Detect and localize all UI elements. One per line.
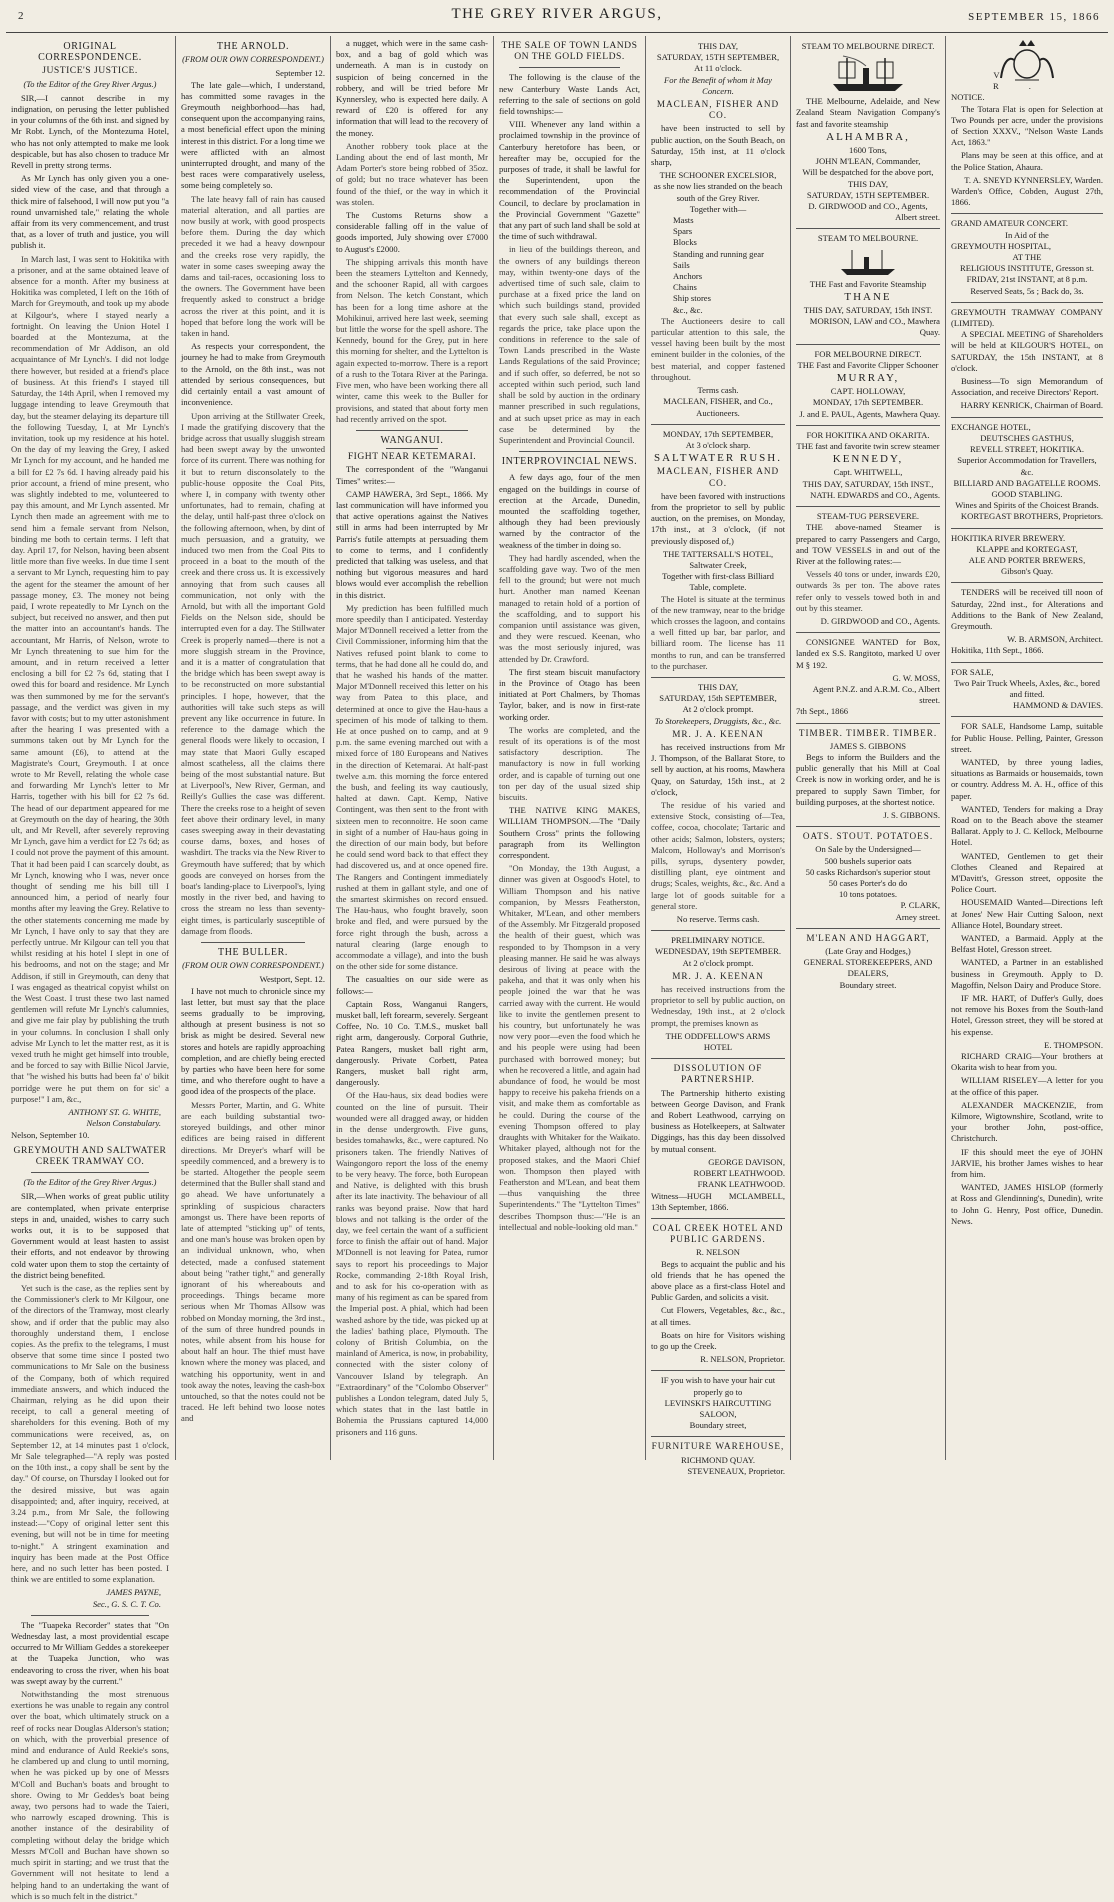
ad-line: SATURDAY, 15th SEPTEMBER, — [659, 693, 777, 704]
article-paragraph: A few days ago, four of the men engaged on the buildings in course of erection at the Arcade, Dunedin, mounted the scaffolding together, although they had been previously warned by the contractor of the weakness of the timber in doing so. — [499, 472, 640, 550]
article-paragraph: I have not much to chronicle since my last letter, but must say that the place seems gradually to be improving, although at present business is not so brisk as might be desired. Several new stores and hotels are rapidly approaching completion, and are chiefly being erected by parties who have been here for some time, and who therefore ought to have a good idea of the prospects of the place. — [181, 985, 325, 1097]
ad-body: THE fast and favorite twin screw steamer — [796, 441, 940, 452]
ad-line: At 2 o'clock prompt. — [682, 704, 754, 715]
list-item: Spars — [673, 226, 693, 237]
article-paragraph: SIR,—I cannot describe in my indignation, on perusing the letter published in your columns of the 6th inst. and signed by Mr Robt. Lynch, of the Montezuma Hotel, who has not only attempted to make me look despicable, but has also chosen to traduce Mr Revell in pretty strong terms. — [11, 92, 169, 171]
column-shipping — [791, 38, 945, 1460]
divider — [951, 213, 1103, 214]
divider — [31, 1615, 149, 1616]
divider — [951, 716, 1103, 717]
ad-body: The Totara Flat is open for Selection at Two Pounds per acre, under the provisions of Section XXXV., "Nelson Waste Lands Act, 1863." — [951, 103, 1103, 148]
ad-line: THIS DAY, SATURDAY, 15th INST., — [802, 478, 934, 489]
ad-body: THE Melbourne, Adelaide, and New Zealand Steam Navigation Company's fast and favorite steamship — [796, 96, 940, 129]
classified-ad: WANTED, JAMES HISLOP (formerly at Ross and Glendinning's, Dunedin), write to John G. Henry, Post office, Dunedin. News. — [951, 1182, 1103, 1226]
timber-ad — [796, 728, 940, 822]
ad-body: Cut Flowers, Vegetables, &c., &c., at all times. — [651, 1305, 785, 1327]
ad-business: LEVINSKI'S HAIRCUTTING SALOON, — [664, 1397, 772, 1419]
ad-line: GREYMOUTH HOSPITAL, — [951, 240, 1052, 251]
ad-line: Will be despatched for the above port, — [802, 167, 934, 178]
ad-title: STEAM TO MELBOURNE. — [817, 233, 919, 244]
ad-witness: Witness—HUGH MCLAMBELL, 13th September, 1866. — [651, 1190, 785, 1212]
coal-creek-hotel-ad — [651, 1223, 785, 1365]
ad-title: PRELIMINARY NOTICE. — [671, 935, 765, 946]
list-item: &c., &c. — [673, 304, 703, 315]
classified-ad: FOR SALE, Handsome Lamp, suitable for Public House. Pelling, Painter, Gresson street. — [951, 721, 1103, 754]
ad-line: In Aid of the — [1005, 229, 1049, 240]
newspaper-title: THE GREY RIVER ARGUS, — [451, 6, 663, 22]
ad-signature: ROBERT LEATHWOOD. — [693, 1168, 785, 1179]
list-item: 50 casks Richardson's superior stout — [805, 866, 931, 877]
signature-date: Nelson, September 10. — [11, 1129, 90, 1140]
ad-signature: KORTEGAST BROTHERS, Proprietors. — [960, 511, 1103, 522]
murray-ad — [796, 349, 940, 420]
ad-agent: D. GIRDWOOD and CO., Agents. — [820, 615, 940, 626]
divider — [796, 228, 940, 229]
ad-auctioneer: MR. J. A. KEENAN — [672, 728, 764, 739]
article-paragraph: The late gale—which, I understand, has committed some ravages in the Greymouth neighborhood—has had, consequent upon the accompanying rains, a most beneficial effect upon the mining interest in this district. For a long time we were afflicted with an almost uninterrupted drought, and many of the best races were comparatively useless, some being completely so. — [181, 79, 325, 191]
classified-ad: IF MR. HART, of Duffer's Gully, does not remove his Boxes from the South-land Hotel, Gresson street, they will be stored at his expense. — [951, 993, 1103, 1037]
ad-date: 7th Sept., 1866 — [796, 706, 849, 717]
divider — [951, 582, 1103, 583]
article-paragraph: As respects your correspondent, the journey he had to make from Greymouth to the Arnold, on the 8th inst., was not attended by serious consequences, but did certainly entail a vast amount of inconvenience. — [181, 341, 325, 408]
article-paragraph: The casualties on our side were as follows:— — [336, 974, 488, 996]
ad-date: Warden's Office, Cobden, August 27th, 1866. — [951, 186, 1103, 208]
list-item: Anchors — [673, 271, 703, 282]
signature-name: ANTHONY ST. G. WHITE, — [68, 1107, 161, 1118]
ad-body: THE Fast and Favorite Clipper Schooner — [797, 359, 939, 370]
crest-letters: V. R. — [993, 70, 1061, 92]
divider — [796, 632, 940, 633]
ad-line: (Late Gray and Hodges,) — [825, 946, 911, 956]
ad-line: KLAPPE and KORTEGAST, — [976, 543, 1078, 554]
ad-line: RELIGIOUS INSTITUTE, Gresson st. — [960, 263, 1094, 274]
divider — [651, 424, 785, 425]
divider — [356, 430, 468, 431]
ad-line: For the Benefit of whom it May Concern. — [664, 74, 772, 96]
ad-signature: E. THOMPSON. — [1044, 1039, 1103, 1050]
article-date: Westport, Sept. 12. — [259, 974, 325, 985]
ad-line: Superior Accommodation for Travellers, &c. — [957, 455, 1097, 477]
list-item: 500 bushels superior oats — [824, 855, 912, 866]
classified-ad: ALEXANDER MACKENZIE, from Kilmore, Wigtownshire, Scotland, write to your brother John, post-office, Christchurch. — [951, 1099, 1103, 1144]
ad-signature: J. S. GIBBONS. — [883, 809, 940, 820]
article-paragraph: THE NATIVE KING MAKES, WILLIAM THOMPSON.—The "Daily Southern Cross" prints the following paragraph from its Wellington correspondent. — [499, 805, 640, 861]
classified-ad: IF this should meet the eye of JOHN JARVIE, his brother James wishes to hear from him. — [951, 1146, 1103, 1180]
ad-terms: Terms cash. — [697, 385, 739, 396]
ad-business: GENERAL STOREKEEPERS, AND DEALERS, — [803, 957, 933, 979]
divider — [31, 1172, 149, 1173]
ad-auctioneer: MACLEAN, FISHER AND CO. — [656, 99, 780, 121]
ad-body: Business—To sign Memorandum of Association, and receive Directors' Report. — [951, 376, 1103, 398]
list-item: Sails — [673, 259, 690, 270]
ad-line: To Storekeepers, Druggists, &c., &c. — [654, 715, 782, 726]
article-byline: (FROM OUR OWN CORRESPONDENT.) — [182, 961, 324, 971]
consignee-wanted-ad — [796, 637, 940, 717]
list-item: Standing and running gear — [673, 248, 764, 259]
list-item: 10 tons potatoes. — [838, 889, 897, 900]
divider — [651, 1370, 785, 1371]
ad-title: FOR SALE, — [951, 666, 994, 677]
preliminary-notice-ad: PRELIMINARY NOTICE. WEDNESDAY, 19th SEPTEMBER. At 2 o'clock prompt. MR. J. A. KEENAN has received instructions from the proprietor to sell by public auction, on Wednesday, 19th inst., at 2 o'clock prompt, the premises known as THE ODDFELLOW'S ARMS HOTEL — [651, 935, 785, 1053]
ad-line: JOHN M'LEAN, Commander, — [815, 156, 921, 167]
ad-title: FOR HOKITIKA AND OKARITA. — [806, 429, 930, 440]
ad-line: GOOD STABLING. — [991, 488, 1063, 499]
article-heading: WANGANUI. — [380, 434, 444, 446]
ad-address: Boundary street, — [689, 1420, 747, 1431]
section-heading: ORIGINAL CORRESPONDENCE. — [38, 41, 142, 64]
ad-vessel: MURRAY, — [836, 372, 900, 385]
ad-signature: R. NELSON, Proprietor. — [700, 1354, 785, 1365]
ad-line: AT THE — [1012, 252, 1042, 263]
ad-line: CAPT. HOLLOWAY, — [830, 386, 906, 397]
divider — [519, 67, 620, 68]
ad-line: BILLIARD AND BAGATELLE ROOMS. — [953, 477, 1101, 488]
ad-body: Saltwater Creek, — [689, 559, 747, 570]
article-heading: GREYMOUTH AND SALTWATER CREEK TRAMWAY CO. — [13, 1144, 167, 1167]
article-heading: THE SALE OF TOWN LANDS ON THE GOLD FIELDS. — [501, 40, 638, 63]
article-heading: JUSTICE'S JUSTICE. — [42, 65, 138, 77]
ad-body: THE Fast and Favorite Steamship — [809, 278, 927, 289]
ad-line: Capt. WHITWELL, — [833, 467, 903, 478]
ad-vessel: KENNEDY, — [832, 453, 904, 466]
divider — [651, 1436, 785, 1437]
alhambra-ad — [796, 41, 940, 223]
divider — [651, 677, 785, 678]
classified-ad: WANTED, Tenders for making a Dray Road on to the Beach above the steamer Ballarat. Apply to J. C. Kellock, Melbourne Hotel. — [951, 803, 1103, 848]
classified-ad: WANTED, a Partner in an established business in Greymouth. Apply to D. Magoffin, Nelson Dairy and Produce Store. — [951, 957, 1103, 990]
article-byline: (To the Editor of the Grey River Argus.) — [23, 1178, 157, 1188]
ad-body: Begs to inform the Builders and the public generally that his Mill at Coal Creek is now in working order, and he is prepared to supply Sawn Timber, for building purposes, at the shortest notice. — [796, 751, 940, 807]
article-paragraph: Captain Ross, Wanganui Rangers, musket ball, left forearm, severely. Sergeant Coffee, No. 10 Co. T.M.S., musket ball right arm, dangerously. Corporal Guthrie, Patea Rangers, musket ball right arm, dangerously. Private Corbett, Patea Rangers, musket ball right arm, dangerously. — [336, 998, 488, 1088]
ad-signature: GEORGE DAVISON, — [708, 1156, 785, 1167]
masthead-rule — [6, 32, 1108, 33]
ad-line: FRIDAY, 21st INSTANT, at 8 p.m. — [966, 274, 1088, 285]
ad-address: Gibson's Quay. — [1000, 566, 1054, 577]
divider — [651, 1058, 785, 1059]
ad-line: At 2 o'clock prompt. — [682, 957, 754, 968]
ad-agent: NATH. EDWARDS and CO., Agents. — [810, 489, 940, 500]
ad-signature: T. A. SNEYD KYNNERSLEY, Warden. — [964, 174, 1103, 185]
persevere-ad: STEAM-TUG PERSEVERE. THE above-named Steamer is prepared to carry Passengers and Cargo, and TOW VESSELS in and out of the River at the following rates:— Vessels 40 tons or under, inwards £20, outwards 3s per ton. The above rates refer only to vessels towed both in and out by this steamer. D. GIRDWOOD and CO., Agents. — [796, 511, 940, 626]
ad-line: At 11 o'clock. — [694, 63, 742, 74]
ad-line: Two Pair Truck Wheels, Axles, &c., bored and fitted. — [954, 677, 1100, 699]
ad-title: NOTICE. — [951, 92, 985, 103]
article-date: September 12. — [275, 68, 325, 79]
signature-name: JAMES PAYNE, — [106, 1587, 161, 1598]
divider — [951, 662, 1103, 663]
divider — [796, 723, 940, 724]
ad-terms: No reserve. Terms cash. — [676, 914, 760, 925]
ad-title: STEAM-TUG PERSEVERE. — [816, 511, 920, 522]
ad-proprietor: R. NELSON — [696, 1247, 740, 1258]
article-paragraph: SIR,—When works of great public utility are contemplated, when private enterprise steps in and, unaided, wishes to carry such works out, it is to be supposed that Government would at least hasten to assist their efforts, and not endeavor by throwing cold water upon them to stop the certainty of the district being benefited. — [11, 1191, 169, 1280]
ad-address: Albert street. — [895, 212, 940, 223]
ad-line: THIS DAY, — [847, 178, 889, 189]
kennedy-ad — [796, 430, 940, 501]
article-paragraph: As Mr Lynch has only given you a one-sided view of the case, and that through a thick mire of falsehood, I will now put you "a round unvarnished tale," relating the whole affair from its very commencement, and trust that, as a lover of truth and justice, you will publish it. — [11, 173, 169, 251]
ad-line: THIS DAY, — [697, 681, 739, 692]
column-correspondence: ORIGINAL CORRESPONDENCE. JUSTICE'S JUSTICE. (To the Editor of the Grey River Argus.) SIR,—I cannot describe in my indignation, on perusing the letter published in your columns of the 6th inst. and signed by Mr Robt. Lynch, of the Montezuma Hotel, who has not only attempted to make me look despicable, but has also chosen to traduce Mr Revell in pretty strong terms. As Mr Lynch has only given you a one-sided view of the case, and that through a thick mire of falsehood, I will now put you "a round unvarnished tale," relating the whole affair from its very commencement, and trust that, as a lover of truth and justice, you will publish it. In March last, I was sent to Hokitika with a prisoner, and at the same obtained leave of absence for a month. After my business at Hokitika was completed, I left on the 16th of March for Greymouth, and took up my abode at Kilgour's, where I stayed nearly a fortnight. On leaving the Union Hotel I boarded at the Montezuma, at the recommendation of Mr Addison, an old acquaintance of Mr Lynch's. I did not lodge there however, but resided at a friend's place of business. At this friend's I stayed till Saturday, the 14th April, when I removed my luggage intending to leave Greymouth that day, but the steamer delaying its departure till the following Tuesday, I, at Mr Lynch's invitation, took up my residence at his hotel. On the day of my leaving the Grey, I asked Mr Lynch for my account, and he handed me a bill for £2 7s 6d. I having already paid his prior account, a friend of mine present, who was slightly indebted to me, volunteered to pay this amount, and Mr Lynch assented. Mr Lynch then made an agreement with me to send him a female servant from Nelson, binding me both to certain terms. I left that day. April 17, for Nelson, having been absent little more than five weeks. In due time I sent a servant to Mr Lynch, requesting him to pay the agent for the steamer the amount of her passage money, £3. The money not being paid, I wrote repeatedly to Mr Lynch on the subject, but received no answer, and then put the matter into an accountant's hands. The accountant, Mr Harris, of Nelson, wrote to Mr Lynch threatening to sue him for the amount, and in return received a letter enclosing a bill for £2 7s 6d, stating that I owed this for board and residence. Mr Lynch was then summoned by me for the servant's passage, and the verdict was given in my favor with costs; but to my utter astonishment after the hearing I was presented with a summons taken out by Mr Lynch for the same amount (£6), to attend at the Magistrate's Court, Greymouth. I at once wrote to Mr Revell, relating the whole case and forwarding Mr Lynch's letter to Mr Harris, together with his bill for £2 7s 6d. The head of our department appeared for me at Greymouth on the day of hearing, the 30th ult, and Mr Revell, after severely reproving Mr Lynch, gave him a verdict for £2 7s 6d; as I could not prove the payment of this amount. That it had been paid I can scarcely doubt, as Mr Lynch, knowing who I was, never once thought of sending me his bill till I announced him, a period of nearly four months after my leaving the Grey. Relative to the other statements concerning me made by Mr Lynch, I have only to say that they are perfectly untrue. Mr Kilgour can tell you that whilst residing at his hotel I slept in one of his bedrooms, and not on the stage; and Mr Addison, if still in Greymouth, can deny that I was engaged as theatrical copyist whilst on the West Coast. I trust these two last named gentlemen will refute Mr Lynch's calumnies, and give me fair play by publishing the truth in your columns. In conclusion I shall only advise Mr Lynch to let the matter rest, as it is vexed truth he might get himself into trouble, and be forced to say with Billie Nicol Jarvie, that "he wished his butts had been fa' o' bikit porridge were he put them on for sic' a purpose!" I am, &c., ANTHONY ST. G. WHITE, Nelson Constabulary. Nelson, September 10. GREYMOUTH AND SALTWATER CREEK TRAMWAY CO. (To the Editor of the Grey River Argus.) SIR,—When works of great public utility are contemplated, when private enterprise steps in and, unaided, wishes to carry such works out, it is to be supposed that Government would at least hasten to assist their efforts, and not endeavor by throwing cold water upon them to stop the certainty of the district being benefited. Yet such is the case, as the replies sent by the Commissioner's clerk to Mr Kilgour, one of the directors of the Tramway, most clearly show, and if order that the public may also thoroughly understand them, I enclose copies. As the prefix to the telegrams, I must observe that some time since I posted two communications to Mr Sale on the business of the Company, both of which required immediate answers, and which induced the Chairman, relying as he did upon their receipt, to call a general meeting of shareholders for this evening. Both of my communications were received, as, on September 12, at 14 minutes past 1 o'clock, Mr Sale telegraphed—"A reply was posted on the 10th inst., a copy shall be sent by the day." Of course, on Thursday I looked out for the desired missive, but was again disappointed; and, after inquiry, received, at 3.24 p.m., from Mr Sale, the following instead:—"Copy of original letter sent this evening, but will not be in time for meeting to-night." A stringent examination and inquiry has been made at the Post Office here, and no such letter has been posted. I think we are entitled to some explanation. JAMES PAYNE, Sec., G. S. C. T. Co. The "Tuapeka Recorder" states that "On Wednesday last, a most providential escape occurred to Mr William Geddes a storekeeper at the Tuapeka Junction, who was endeavoring to cross the river, when his boat was swept away by the current." Notwithstanding the most strenuous exertions he was unable to regain any control over the boat, which ultimately struck on a reef of rocks near Douglas Alderson's station; on which, with the proverbial presence of mind and endurance of Auld Reekie's sons, he clambered up and clung to until morning, when he was picked up by one of Messrs M'Coll and Buchan's boats and brought to shore. Owing to Mr Geddes's boat being away, two persons had to wade the Taieri, who narrowly escaped drowning. This is another instance of the desirability of completing without delay the bridge which Messrs M'Coll and Buchan have shown so much spirit in starting; and we trust that the Government will not hesitate to lend a helping hand to an undertaking the want of which is so much felt in the district." — [11, 41, 169, 1901]
ad-body: CONSIGNEE WANTED for Box, landed ex S.S. Rangitoto, marked U over M § 192. — [796, 637, 940, 670]
ad-title: IF you wish to have your hair cut properly go to — [660, 1375, 776, 1397]
divider — [651, 930, 785, 931]
list-item: Chains — [673, 282, 697, 293]
article-heading: THE BULLER. — [218, 947, 288, 959]
ad-line: WEDNESDAY, 19th SEPTEMBER. — [654, 946, 782, 957]
ad-title: GRAND AMATEUR CONCERT. — [951, 218, 1069, 229]
ad-signature: MACLEAN, FISHER, and Co., Auctioneers. — [663, 396, 773, 418]
list-item: Masts — [673, 215, 694, 226]
divider — [519, 451, 620, 452]
ad-auctioneer: MR. J. A. KEENAN — [672, 970, 764, 981]
divider — [386, 448, 438, 449]
ad-agent: MORISON, LAW and CO., Mawhera Quay. — [809, 316, 940, 338]
ad-signature: STEVENEAUX, Proprietor. — [687, 1465, 785, 1476]
divider — [539, 469, 600, 470]
ad-line: DEUTSCHES GASTHUS, — [980, 432, 1074, 443]
ad-body: as she now lies stranded on the beach south of the Grey River. — [653, 181, 783, 203]
ad-title: DISSOLUTION OF PARTNERSHIP. — [673, 1063, 763, 1085]
steamship-icon — [829, 54, 907, 94]
oats-stout-ad — [796, 831, 940, 923]
article-byline: (To the Editor of the Grey River Argus.) — [23, 79, 157, 89]
ad-title: FOR MELBOURNE DIRECT. — [814, 348, 922, 359]
divider — [796, 826, 940, 827]
list-item: 50 cases Porter's do do — [828, 877, 908, 888]
haircutting-saloon-ad — [651, 1375, 785, 1431]
ad-title: TIMBER. TIMBER. TIMBER. — [798, 727, 938, 738]
divider — [796, 928, 940, 929]
article-paragraph: a nugget, which were in the same cash-box, and a bag of gold which was underneath. A man is in custody on suspicion of being concerned in the robbery, and will be tried before Mr Kynnersley, who is expected here daily. A reward of £20 is offered for any information that will lead to the recovery of the money. — [336, 38, 488, 138]
dissolution-partnership-ad — [651, 1063, 785, 1213]
ad-business: JAMES S. GIBBONS — [829, 740, 907, 751]
classified-ad: RICHARD CRAIG—Your brothers at Okarita wish to hear from you. — [951, 1051, 1103, 1073]
issue-date: SEPTEMBER 15, 1866 — [968, 11, 1100, 23]
ad-title: M'LEAN AND HAGGART, — [806, 932, 930, 943]
classified-ad: WANTED, by three young ladies, situations as Barmaids or housemaids, town or country. Address M. A. H., office of this paper. — [951, 756, 1103, 801]
ad-line: THIS DAY, — [697, 41, 739, 51]
divider — [951, 528, 1103, 529]
article-paragraph: The correspondent of the "Wanganui Times" writes:— — [336, 464, 488, 486]
ad-title: STEAM TO MELBOURNE DIRECT. — [801, 41, 935, 51]
ad-signature: W. B. ARMSON, Architect. — [1007, 634, 1103, 645]
column-auctions — [646, 38, 790, 1476]
list-item: Ship stores — [673, 293, 711, 304]
column-town-lands: THE SALE OF TOWN LANDS ON THE GOLD FIELDS. The following is the clause of the new Canterbury Waste Lands Act, referring to the sale of sections on gold field townships:— VIII. Whenever any land within a proclaimed township in the province of Canterbury heretofore has been, or hereafter may be, occupied for the purposes of trade, it shall be lawful for the Superintendent, upon the recommendation of the Provincial Council, to declare by proclamation in the Provincial Government "Gazette" that any part of such land shall be sold at the time of such withdrawal. in lieu of the buildings thereon, and the owners of any buildings thereon may, within twenty-one days of the advertised time of such sale, claim to purchase at a fixed price the land on which such buildings stand, provided that every such sale shall, except as regards the price, take place upon the conditions in reference to the sale of Town Lands prescribed in the Waste Lands Regulations of the said Province; and if such offer, so deferred, be not so accepted within such period, such land shall be sold by auction in the ordinary manner prescribed in such regulations, and at such upset price as may in each case be determined by the Superintendent and Provincial Council. INTERPROVINCIAL NEWS. A few days ago, four of the men engaged on the buildings in course of erection at the Arcade, Dunedin, mounted the scaffolding together, although they had been previously warned by the contractor of the weakness of the timber in doing so. They had hardly ascended, when the scaffolding gave way. Two of the men fell to the ground; but were not much hurt. Another man named Keenan managed to retain hold of a portion of the scaffolding, and to support his companion until assistance was given, and they were rescued. Keenan, who was the most seriously injured, was attended by Dr. Crawford. The first steam biscuit manufactory in the Province of Otago has been initiated at Port Chalmers, by Thomas Taylor, baker, and is now in first-rate working order. The works are completed, and the result of its operations is of the most satisfactory description. The manufactory is now in full working order, and is capable of turning out one ton per day of the usual sized ship biscuits. THE NATIVE KING MAKES, WILLIAM THOMPSON.—The "Daily Southern Cross" prints the following paragraph from its Wellington correspondent. "On Monday, the 13th August, a dinner was given at Osgood's Hotel, to William Thompson and his native companion, by Messrs Featherston, Whitaker, M'Lean, and other members of the Assembly. Mr Fitzgerald proposed the health of their guest, which was responded to by Thompson in a very pleasing manner. He said he was always desirous of living at peace with the pakeha, and that it was only when his people joined the war that he was carried away with the current. He would like to invite the gentlemen present to his country, but unfortunately he was now very poor—even the food which he and his people were using had been purchased with borrowed money; but when he recovered a little, and again had abundance of food, he would be most happy to receive his pakeha friends on a visit, and make them as comfortable as he could. During the course of the evening Thompson offered to play draughts with Whitaker for the Waikato. Whitaker played, although not for the proposed stakes, and the Maori Chief won. Thompson then played with Featherston and M'Lean, and beat them—thus vanquishing the three Superintendents." The "Lyttelton Times" describes Thompson thus:—"He is an intellectual and noble-looking old man." — [499, 40, 640, 1232]
article-paragraph: VIII. Whenever any land within a proclaimed township in the province of Canterbury heretofore has been, or hereafter may be, occupied for the purposes of trade, it shall be lawful for the Superintendent, upon the recommendation of the Provincial Council, to declare by proclamation in the Provincial Government "Gazette" that any part of such land shall be sold at the time of such withdrawal. — [499, 119, 640, 242]
ad-line: SATURDAY, 15TH SEPTEMBER, — [656, 52, 780, 63]
steamship-icon — [838, 247, 898, 277]
ad-agent: J. and E. PAUL, Agents, Mawhera Quay. — [799, 408, 940, 419]
ad-body: TENDERS will be received till noon of Saturday, 22nd inst., for Alterations and Additions to the Bank of New Zealand, Greymouth. — [951, 587, 1103, 631]
signature-title: Nelson Constabulary. — [86, 1118, 161, 1129]
ad-body: have been favored with instructions from the proprietor to sell by public auction, on the premises, on Monday, 17th inst., at 3 o'clock, (if not previously disposed of,) — [651, 490, 785, 546]
masthead — [0, 6, 1114, 32]
ad-vessel: THANE — [844, 290, 892, 303]
ad-body: Begs to acquaint the public and his old friends that he has opened the above place as a first-class Hotel and Public Garden, and solicits a visit. — [651, 1258, 785, 1303]
ad-title: COAL CREEK HOTEL AND PUBLIC GARDENS. — [652, 1222, 784, 1245]
article-subheading: FIGHT NEAR KETEMARAI. — [347, 451, 477, 463]
column-notices — [946, 38, 1108, 1460]
ad-address: REVELL STREET, HOKITIKA. — [969, 444, 1085, 455]
ad-line: On Sale by the Undersigned— — [815, 844, 921, 855]
ad-address: Arney street. — [895, 911, 940, 922]
ad-address: RICHMOND QUAY. — [680, 1454, 755, 1465]
ad-line: SATURDAY, 15TH SEPTEMBER. — [806, 189, 930, 200]
divider — [951, 302, 1103, 303]
ad-body: Together with first-class Billiard Table, complete. — [662, 571, 774, 593]
column-wanganui: a nugget, which were in the same cash-box, and a bag of gold which was underneath. A man is in custody on suspicion of being concerned in the robbery, and will be tried before Mr Kynnersley, who is expected here daily. A reward of £20 is offered for any information that will lead to the recovery of the money. Another robbery took place at the Landing about the end of last month, Mr Adam Porter's store being robbed of 35oz. of gold; but no trace whatever has been found of the thief, or the way in which it was stolen. The Customs Returns show a considerable falling off in the value of goods imported, July showing over £7000 to August's £2000. The shipping arrivals this month have been the steamers Lyttelton and Kennedy, and the schooner Rapid, all with cargoes from Nelson. The ketch Constant, which has been for a long time ashore at the Mohikinui, arrived here last week, seeming but little the worse for the spell ashore. The Kennedy, bound for the Grey, put in here this morning for shelter, and the Lyttelton is again expected to-morrow. There is a report of a rush to the Totara River at the Paringa. Five men, who have been working there all winter, came this week to the Buller for provisions, and stated that about forty men had recently arrived on the spot. WANGANUI. FIGHT NEAR KETEMARAI. The correspondent of the "Wanganui Times" writes:— CAMP HAWERA, 3rd Sept., 1866. My last communication will have informed you that active operations against the Natives still in arms had been interrupted by Mr Parris's futile attempts at persuading them to come to terms, and I confidently predicted that talking was useless, and that nothing but vigorous measures and hard blows would ever accomplish the rebellion in this district. My prediction has been fulfilled much more speedily than I anticipated. Yesterday Major M'Donnell received a letter from the Civil Commissioner, informing him that the Natives refused point blank to come to terms, that he had done all he could do, and that he washed his hands of the matter. Major M'Donnell received this letter on his way from Patea to this place, and determined at once to give the Hau-haus a specimen of his mode of talking to them. He at once pushed on to camp, and at 9 p.m. the same evening marched out with a mixed force of 180 Europeans and Natives in the direction of Ketemarai. At half-past twelve a.m. this morning the force entered the bush, and feeling its way cautiously, halted at dawn. Capt. Kemp, Native Contingent, was then sent to the front with sixteen men to reconnoitre. He soon came in sight of a number of Hau-haus going in the direction of our main body, but before he could send word back to that effect they had discovered us, and at once opened fire. The Rangers and Contingent immediately rushed at them in gallant style, and one of the smartest skirmishes on record ensued. The Hau-haus, who fought bravely, soon broke and fled, and were pursued by the force right through the bush, across a natural clearing (large enough to accommodate a village), and into the bush on the other side for some distance. The casualties on our side were as follows:— Captain Ross, Wanganui Rangers, musket ball, left forearm, severely. Sergeant Coffee, No. 10 Co. T.M.S., musket ball right arm, dangerously. Corporal Guthrie, Patea Rangers, musket ball right arm, dangerously. Private Corbett, Patea Rangers, musket ball right arm, dangerously. Of the Hau-haus, six dead bodies were counted on the line of pursuit. Their wounded were all dragged away, or hidden in the dense undergrowth. Five guns, besides tomahawks, &c., were captured. No prisoners taken. The friendly Natives of Waingongoro report the loss of the enemy to be very heavy. The force, both European and Native, is delighted with this brush after its late inactivity. The behaviour of all ranks was beyond praise. Now that hard blows and not talking is the order of the day, we feel certain the want of a sufficient force to finish the affair out of hand. Major M'Donnell is not leaving for Patea, rumor says to report his proceedings to Major Rocke, commanding 2-18th Royal Irish, and to ask for his co-operation with as many of his regiment as can be spared from the Imperial post. A phial, which had been washed ashore by the tide, was picked up at the ladies' bathing place, Plymouth. The colony of British Columbia, on the mainland of America, is now, in probability, connected with the sister colony of Vancouver Island by telegraph. An "Extraordinary" of the "Colombo Observer" publishes a London telegram, dated July 5, which states that in the last battle in Bohemia the Prussians captured 14,000 prisoners and 116 guns. — [336, 38, 488, 1437]
ad-line: At 3 o'clock sharp. — [685, 439, 751, 450]
divider — [951, 417, 1103, 418]
classified-ad: WANTED, a Barmaid. Apply at the Belfast Hotel, Gresson street. — [951, 933, 1103, 955]
ad-line: 1600 Tons, — [849, 145, 887, 156]
article-paragraph: The following is the clause of the new Canterbury Waste Lands Act, referring to the sale of sections on gold field townships:— — [499, 72, 640, 117]
ad-line: Reserved Seats, 5s ; Back do, 3s. — [970, 285, 1084, 296]
ad-body: have been instructed to sell by public auction, on the South Beach, on Saturday, 15th inst, at 11 o'clock sharp, — [651, 123, 785, 168]
ad-body: Together with— — [689, 203, 747, 214]
ad-body: A SPECIAL MEETING of Shareholders will be held at KILGOUR'S HOTEL, on SATURDAY, the 15th INSTANT, at 8 o'clock. — [951, 329, 1103, 373]
ad-signature: HAMMOND & DAVIES. — [1013, 700, 1103, 711]
article-heading: INTERPROVINCIAL NEWS. — [501, 456, 638, 468]
classified-ad: WANTED, Gentlemen to get their Clothes Cleaned and Repaired at M'Davitt's, Gresson street, opposite the Police Court. — [951, 850, 1103, 895]
ad-vessel: ALHAMBRA, — [826, 130, 910, 143]
ad-body: The Partnership hitherto existing between George Davison, and Frank and Robert Leathwood, carrying on business as Hotelkeepers, at Saltwater Diggings, has this day been dissolved by mutual consent. — [651, 1087, 785, 1154]
auction-saltwater-ad: MONDAY, 17th SEPTEMBER, At 3 o'clock sharp. SALTWATER RUSH. MACLEAN, FISHER AND CO. have been favored with instructions from the proprietor to sell by public auction, on the premises, on Monday, 17th inst., at 3 o'clock, (if not previously disposed of,) THE TATTERSALL'S HOTEL, Saltwater Creek, Together with first-class Billiard Table, complete. The Hotel is situate at the terminus of the new tramway, near to the bridge which crosses the lagoon, and contains a well fitted up bar, bar parlor, and billiard room. The license has 11 months to run, and can be transferred to the purchaser. — [651, 428, 785, 671]
ad-body: THE above-named Steamer is prepared to carry Passengers and Cargo, and TOW VESSELS in and out of the River at the following rates:— — [796, 522, 940, 566]
divider — [796, 506, 940, 507]
article-paragraph: CAMP HAWERA, 3rd Sept., 1866. My last communication will have informed you that active operations against the Natives still in arms had been interrupted by Mr Parris's futile attempts at persuading them to come to terms, and I confidently predicted that talking was useless, and that nothing but vigorous measures and hard blows would ever accomplish the rebellion in this district. — [336, 488, 488, 600]
ad-line: MONDAY, 17th SEPTEMBER. — [812, 397, 924, 408]
divider — [651, 1218, 785, 1219]
ad-auctioneer: MACLEAN, FISHER AND CO. — [656, 466, 780, 488]
article-paragraph: The first steam biscuit manufactory in the Province of Otago has been initiated at Port Chalmers, by Thomas Taylor, baker, and is now in first-rate working order. — [499, 666, 640, 722]
ad-address: Agent P.N.Z. and A.R.M. Co., Albert street. — [812, 683, 940, 706]
ad-body: Boats on hire for Visitors wishing to go up the Creek. — [651, 1329, 785, 1351]
signature-title: Sec., G. S. C. T. Co. — [92, 1598, 161, 1609]
ad-signature: FRANK LEATHWOOD. — [697, 1179, 785, 1190]
ad-line: MONDAY, 17th SEPTEMBER, — [662, 428, 774, 439]
ad-signature: P. CLARK, — [900, 900, 940, 911]
ad-line: ALE AND PORTER BREWERS, — [968, 554, 1086, 565]
ad-title: GREYMOUTH TRAMWAY COMPANY (LIMITED). — [951, 306, 1103, 329]
list-item: Blocks — [673, 237, 697, 248]
ad-date: Hokitika, 11th Sept., 1866. — [951, 645, 1044, 656]
ad-line: Wines and Spirits of the Choicest Brands. — [955, 500, 1099, 511]
page-number: 2 — [18, 10, 25, 22]
ad-title: HOKITIKA RIVER BREWERY. — [951, 532, 1066, 543]
furniture-warehouse-ad — [651, 1441, 785, 1477]
ad-vessel: THE SCHOONER EXCELSIOR, — [659, 170, 777, 181]
mlean-haggart-ad — [796, 933, 940, 991]
ad-vessel: THE TATTERSALL'S HOTEL, — [662, 548, 774, 559]
ad-body: Plans may be seen at this office, and at the Police Station, Ahaura. — [951, 150, 1103, 172]
classified-ad: WILLIAM RISELEY—A letter for you at the office of this paper. — [951, 1075, 1103, 1097]
ad-title: SALTWATER RUSH. — [654, 452, 782, 465]
column-arnold-buller: THE ARNOLD. (FROM OUR OWN CORRESPONDENT.) September 12. The late gale—which, I understand, has committed some ravages in the Greymouth neighborhood—has had, consequent upon the accompanying rains, a most beneficial effect upon the mining interest in this district. For a long time we were afflicted with an almost uninterrupted drought, and many of the best races were comparatively useless, some being completely so. The late heavy fall of rain has caused material alteration, and all parties are now busily at work, with good prospects before them. During the day which preceded it we had a heavy downpour and the creeks rose very rapidly, the water in some cases sweeping away the dams and tail-races, occasioning loss to the owners. The Government have been frequently asked to construct a bridge across the river at this point, and it is hoped that before long the work will be taken in hand. As respects your correspondent, the journey he had to make from Greymouth to the Arnold, on the 8th inst., was not attended by serious consequences, but did certainly entail a vast amount of inconvenience. Upon arriving at the Stillwater Creek, I made the gratifying discovery that the bridge across that usually sluggish stream had been swept away by the unwonted force of its current. There was nothing for it but to return disconsolately to the public-house opposite the Coal Pits, where I, in company with twenty other unfortunates, had to remain, chafing at the delay, until half-past three o'clock on the following afternoon, when, by dint of much persuasion, and a gratuity, we induced two men from the Coal Pits to proceed in a boat to the mouth of the creek and there cross us. It is excessively annoying that from such causes all communication, not only with the Arnold, but with all the important Gold Fields on the Nelson side, should be interrupted even for a day. The Stillwater Creek is properly named—there is not a more sluggish stream in the Province, and it is a matter of congratulation that the bridge which has been swept away is to be reconstructed on more substantial principles. I hope, however, that the authorities will take such steps as will prevent any like occurrence in future. In reference to the damage which the general floods were likely to occasion, I may state that Maori Gully escaped almost scatheless, all the claims there being of the most substantial nature. But at Liverpool's, New River, German, and Reilly's Gullies the case was different. There the creeks rose to a height of seven feet above their ordinary level, in many cases sweeping away in their devastating course dams, boxes, and hoses of washdirt. The tracks via the New River to Greymouth have suffered; that by which goods are conveyed on horses from the boat's landing-place to Liverpool's, lying mostly in the river bed, and having to cross the stream no less than seventy-eight times, is particularly susceptible of damage from floods. THE BULLER. (FROM OUR OWN CORRESPONDENT.) Westport, Sept. 12. I have not much to chronicle since my last letter, but must say that the place seems gradually to be improving, although at present business is not so brisk as might be desired. Several new stores and hotels are rapidly approaching completion, and are chiefly being erected by parties who have been here for some time, and who therefore ought to have a good idea of the prospects of the place. Messrs Porter, Martin, and G. White are each building substantial two-storeyed buildings, and other minor edifices are being raised in different directions. Mr Dreyer's wharf will be speedily commenced, and a brewery is to be started. Altogether the people seem determined that the Buller shall stand and go ahead. We have unfortunately a sprinkling of suspicious characters amongst us. There have been reports of late of attempted "sticking up" of tents, and one man's house was broken open by an individual unknown, who, when detected, made a confused statement about being "rather tight," and generally ignorant of his whereabouts and proceedings. Things became more serious when Mr Thomas Allsow was robbed on Monday morning, the 3rd inst., of the sum of three hundred pounds in notes, while absent from his house for about half an hour. The thief must have known where the money was placed, and watching his opportunity, went in and took away the notes, leaving the cash-box untouched, so that the notes could not be traced. He left behind two loose notes and — [181, 41, 325, 1424]
ad-agent: D. GIRDWOOD and CO., Agents, — [808, 201, 928, 212]
ad-agent: G. W. MOSS, — [892, 672, 940, 683]
ad-body: has received instructions from Mr J. Thompson, of the Ballarat Store, to sell by auction, at his rooms, Mawhera Quay, on Saturday, 15th inst., at 2 o'clock, — [651, 741, 785, 797]
classified-ad: HOUSEMAID Wanted—Directions left at Jones' New Hair Cutting Saloon, next Alliance Hotel, Boundary street. — [951, 897, 1103, 930]
ad-line: THIS DAY, SATURDAY, 15th INST. — [803, 305, 933, 316]
divider — [796, 344, 940, 345]
ad-title: EXCHANGE HOTEL, — [951, 421, 1031, 432]
article-byline: (FROM OUR OWN CORRESPONDENT.) — [182, 55, 324, 65]
auction-keenan-ad: THIS DAY, SATURDAY, 15th SEPTEMBER, At 2 o'clock prompt. To Storekeepers, Druggists, &c., &c. MR. J. A. KEENAN has received instructions from Mr J. Thompson, of the Ballarat Store, to sell by auction, at his rooms, Mawhera Quay, on Saturday, 15th inst., at 2 o'clock, The residue of his varied and extensive Stock, consisting of—Tea, coffee, cocoa, chocolate; Tartaric and other acids; Salmon, lobsters, oysters; Malcom, Holloway's and Morrison's pills, syrups, dysentery powder, distilling plant, eye ointment and drugs; Scales, weights, &c., &c. And a large lot of goods suitable for a general store. No reserve. Terms cash. — [651, 681, 785, 925]
ad-title: FURNITURE WAREHOUSE, — [651, 1441, 785, 1452]
auction-excelsior-ad: THIS DAY, SATURDAY, 15TH SEPTEMBER, At 11 o'clock. For the Benefit of whom it May Concern. MACLEAN, FISHER AND CO. have been instructed to sell by public auction, on the South Beach, on Saturday, 15th inst, at 11 o'clock sharp, THE SCHOONER EXCELSIOR, as she now lies stranded on the beach south of the Grey River. Together with— Masts Spars Blocks Standing and running gear Sails Anchors Chains Ship stores &c., &c. The Auctioneers desire to call particular attention to this sale, the vessel having been built by the most eminent builder in the colonies, of the best material, and copper fastened throughout. Terms cash. MACLEAN, FISHER, and Co., Auctioneers. — [651, 41, 785, 418]
ad-vessel: THE ODDFELLOW'S ARMS HOTEL — [665, 1030, 771, 1053]
divider — [796, 425, 940, 426]
article-paragraph: The Customs Returns show a considerable falling off in the value of goods imported, July showing over £7000 to August's £2000. — [336, 210, 488, 254]
ad-item-list — [651, 215, 785, 316]
ad-signature: HARRY KENRICK, Chairman of Board. — [960, 400, 1103, 411]
article-paragraph: The "Tuapeka Recorder" states that "On Wednesday last, a most providential escape occurred to Mr William Geddes a storekeeper at the Tuapeka Junction, who was endeavoring to cross the river, when his boat was swept away by the current." — [11, 1619, 169, 1686]
ad-title: OATS. STOUT. POTATOES. — [802, 831, 934, 842]
ad-address: Boundary street. — [839, 979, 897, 990]
article-heading: THE ARNOLD. — [216, 41, 290, 52]
divider — [201, 942, 305, 943]
thane-ad — [796, 233, 940, 338]
